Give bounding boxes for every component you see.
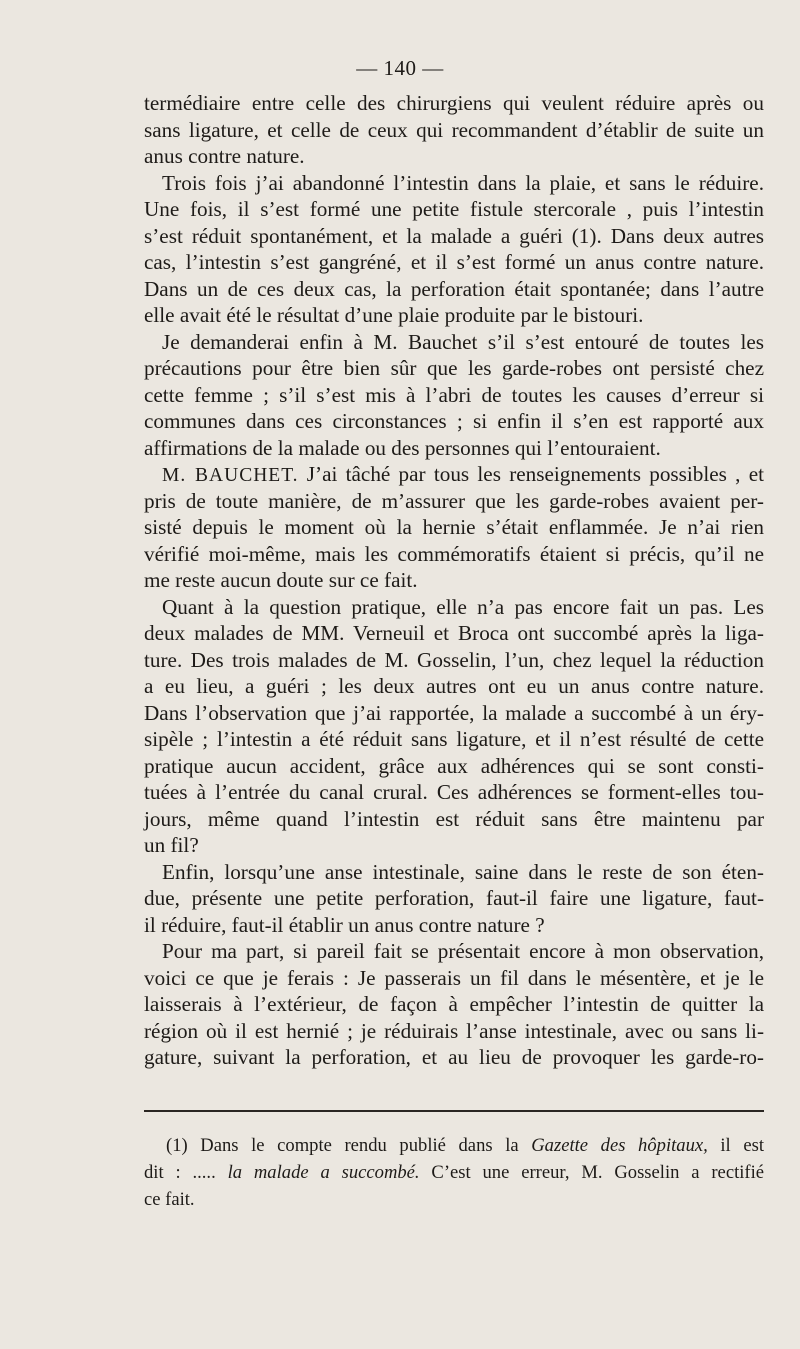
text-line: pratique aucun accident, grâce aux adhérences qui se sont consti- <box>144 753 764 778</box>
text-line: communes dans ces circonstances ; si enfin il s’en est rapporté aux <box>144 409 764 433</box>
text-line: affirmations de la malade ou des personnes qui l’entouraient. <box>144 435 661 460</box>
paragraph <box>144 90 764 170</box>
footnote-text: C’est une erreur, M. Gosselin a rectifié <box>419 1162 765 1183</box>
footnote-text: il est <box>707 1135 764 1156</box>
text-line: cas, l’intestin s’est gangréné, et il s’est formé un anus contre nature. <box>144 250 764 274</box>
footnote-quote: la malade a succombé. <box>227 1162 420 1183</box>
speaker-name: M. BAUCHET. <box>162 465 299 486</box>
footnote-text: Dans le compte rendu publié dans la <box>187 1135 532 1156</box>
text-line: gature, suivant la perforation, et au lieu de provoquer les garde-ro- <box>144 1045 764 1069</box>
paragraph <box>144 594 764 859</box>
text-line: a eu lieu, a guéri ; les deux autres ont eu un anus contre nature. <box>144 674 764 698</box>
footnote-separator <box>144 1110 764 1112</box>
text-line: elle avait été le résultat d’une plaie produite par le bistouri. <box>144 303 644 327</box>
text-line: jours, même quand l’intestin est réduit sans être maintenu par <box>144 806 764 831</box>
text-line: Pour ma part, si pareil fait se présentait encore à mon observation, <box>162 939 764 963</box>
footnote-line <box>144 1132 764 1159</box>
text-line: ture. Des trois malades de M. Gosselin, l’un, chez lequel la réduction <box>144 647 764 672</box>
paragraph <box>144 461 764 594</box>
text-line: il réduire, faut-il établir un anus contre nature ? <box>144 912 545 937</box>
text-line: un fil? <box>144 833 199 857</box>
text-line: vérifié moi-même, mais les commémoratifs étaient si précis, qu’il ne <box>144 541 764 566</box>
paragraph <box>144 170 764 329</box>
text-line: sisté depuis le moment où la hernie s’était enflammée. Je n’ai rien <box>144 515 764 539</box>
text-line: Je demanderai enfin à M. Bauchet s’il s’est entouré de toutes les <box>162 329 764 354</box>
text-line: Dans un de ces deux cas, la perforation était spontanée; dans l’autre <box>144 276 764 301</box>
paragraph <box>144 859 764 939</box>
text-line: Une fois, il s’est formé une petite fistule stercorale , puis l’intestin <box>144 197 764 221</box>
text-line: sipèle ; l’intestin a été réduit sans ligature, et il n’est résulté de cette <box>144 727 764 751</box>
text-line: cette femme ; s’il s’est mis à l’abri de toutes les causes d’erreur si <box>144 382 764 407</box>
text-line: termédiaire entre celle des chirurgiens qui veulent réduire après ou <box>144 91 764 115</box>
text-line <box>144 461 764 488</box>
footnote <box>144 1132 764 1213</box>
text-line: Dans l’observation que j’ai rapportée, la malade a succombé à un éry- <box>144 700 764 725</box>
footnote-line: ce fait. <box>144 1189 195 1210</box>
text-line: anus contre nature. <box>144 144 305 168</box>
footnote-marker: (1) <box>166 1135 188 1156</box>
page-number: — 140 — <box>356 56 444 80</box>
text-line-content: J’ai tâché par tous les renseignements possibles , et <box>298 462 764 486</box>
text-line: pris de toute manière, de m’assurer que les garde-robes avaient per- <box>144 488 764 513</box>
text-line: Trois fois j’ai abandonné l’intestin dans la plaie, et sans le réduire. <box>162 170 764 195</box>
text-line: Quant à la question pratique, elle n’a pas encore fait un pas. Les <box>162 594 764 619</box>
text-line: région où il est hernié ; je réduirais l’anse intestinale, avec ou sans li- <box>144 1018 764 1043</box>
text-line: due, présente une petite perforation, faut-il faire une ligature, faut- <box>144 886 764 910</box>
text-line: voici ce que je ferais : Je passerais un fil dans le mésentère, et je le <box>144 965 764 990</box>
text-line: Enfin, lorsqu’une anse intestinale, saine dans le reste de son éten- <box>162 859 764 884</box>
paragraph <box>144 329 764 462</box>
footnote-text: dit : ..... <box>144 1162 228 1183</box>
text-line: laisserais à l’extérieur, de façon à empêcher l’intestin de quitter la <box>144 992 764 1016</box>
text-line: s’est réduit spontanément, et la malade a guéri (1). Dans deux autres <box>144 223 764 248</box>
footnote-citation: Gazette des hôpitaux, <box>531 1135 708 1156</box>
text-line: sans ligature, et celle de ceux qui recommandent d’établir de suite un <box>144 117 764 142</box>
text-line: deux malades de MM. Verneuil et Broca ont succombé après la liga- <box>144 621 764 645</box>
text-line: me reste aucun doute sur ce fait. <box>144 568 418 592</box>
text-line: précautions pour être bien sûr que les garde-robes ont persisté chez <box>144 356 764 380</box>
body-text <box>144 90 764 1071</box>
footnote-line <box>144 1159 764 1186</box>
text-line: tuées à l’entrée du canal crural. Ces adhérences se forment-elles tou- <box>144 780 764 804</box>
paragraph <box>144 938 764 1071</box>
